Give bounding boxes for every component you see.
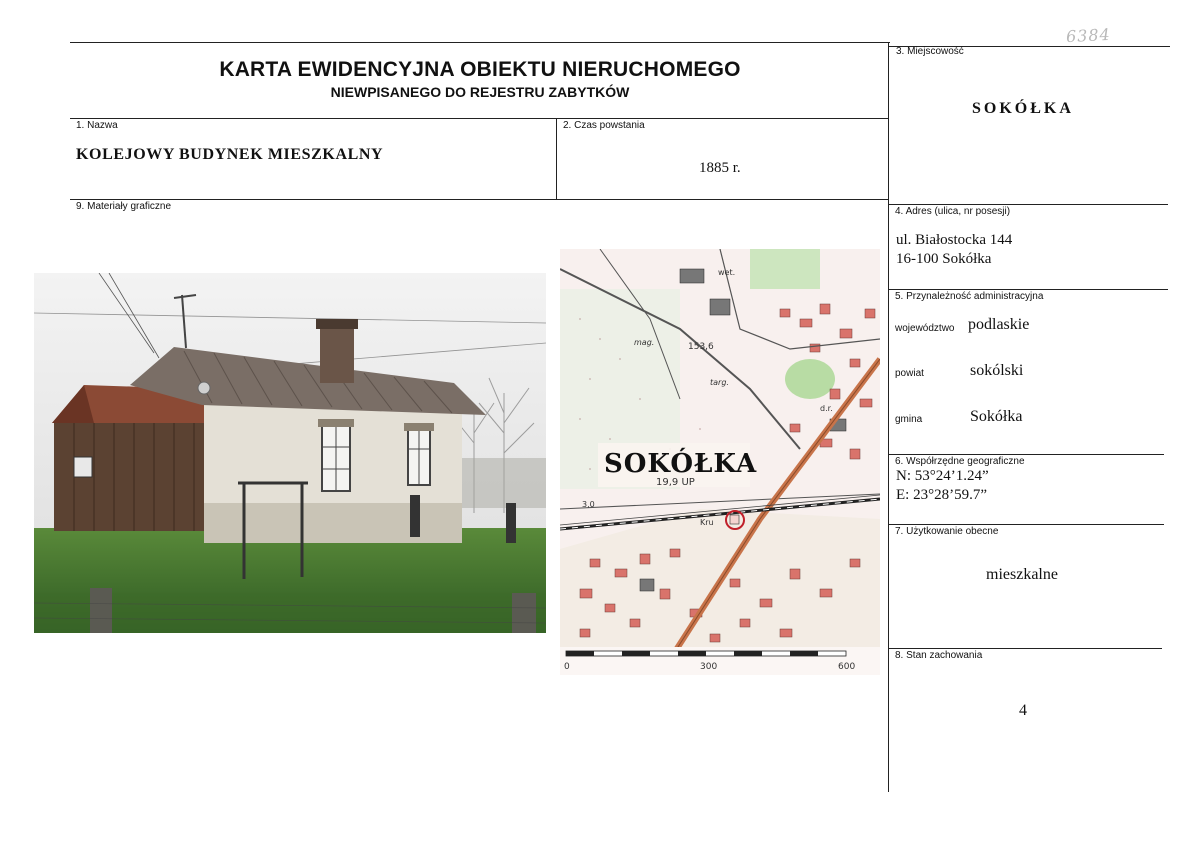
map-town-label: SOKÓŁKA [604,449,758,479]
map-scale-600: 600 [838,662,856,672]
powiat-label: powiat [895,368,924,379]
materialy-label: 9. Materiały graficzne [76,201,172,212]
house-photo-image [34,273,546,633]
page-title: KARTA EWIDENCYJNA OBIEKTU NIERUCHOMEGO [219,58,741,81]
gmina-label: gmina [895,414,923,425]
uzytkowanie-value: mieszkalne [986,566,1058,583]
map-image [560,249,880,675]
map-label-dr: d.r. [820,404,833,413]
powiat-value: sokólski [970,362,1024,379]
nazwa-value: KOLEJOWY BUDYNEK MIESZKALNY [76,146,384,163]
header-bottom-line [70,118,888,119]
gmina-value: Sokółka [970,408,1023,425]
map-label-mag: mag. [634,338,655,347]
miejscowosc-value: SOKÓŁKA [972,100,1074,117]
map-label-targ: targ. [710,378,729,387]
nazwa-label: 1. Nazwa [76,120,118,131]
wspolrzedne-label: 6. Współrzędne geograficzne [895,456,1025,467]
wojewodztwo-value: podlaskie [968,316,1030,333]
map-label-wet: wet. [718,268,736,277]
map-elev-label: 19,9 UP [656,477,695,488]
right-line-4 [888,204,1168,205]
wojewodztwo-label: województwo [895,323,955,334]
right-line-6 [888,454,1164,455]
map-scale-300: 300 [700,662,718,672]
stan-label: 8. Stan zachowania [895,650,983,661]
right-line-5 [888,289,1168,290]
czas-label: 2. Czas powstania [563,120,645,131]
miejscowosc-label: 3. Miejscowość [896,46,964,57]
adres-line2: 16-100 Sokółka [896,251,992,267]
wspolrzedne-n: N: 53°24’1.24” [896,468,989,484]
map-scale-0: 0 [564,662,570,672]
vertical-divider-main [888,42,889,792]
przynaleznosc-label: 5. Przynależność administracyjna [895,291,1044,302]
adres-label: 4. Adres (ulica, nr posesji) [895,206,1011,217]
topographic-map [560,249,880,675]
wspolrzedne-e: E: 23°28’59.7” [896,487,987,503]
top-border-left [70,42,890,43]
handwritten-number: 6384 [1065,24,1112,47]
name-divider [556,118,557,200]
adres-line1: ul. Białostocka 144 [896,232,1013,248]
name-bottom-line [70,199,888,200]
czas-value: 1885 r. [699,160,741,176]
building-photo [34,273,546,633]
right-line-8 [888,648,1162,649]
map-label-30: 3,0 [582,500,595,509]
stan-value: 4 [1019,702,1027,719]
uzytkowanie-label: 7. Użytkowanie obecne [895,526,999,537]
right-line-7 [888,524,1164,525]
page-subtitle: NIEWPISANEGO DO REJESTRU ZABYTKÓW [330,84,630,100]
map-label-kru: Kru [700,518,714,527]
map-height-label: 153,6 [688,342,714,352]
